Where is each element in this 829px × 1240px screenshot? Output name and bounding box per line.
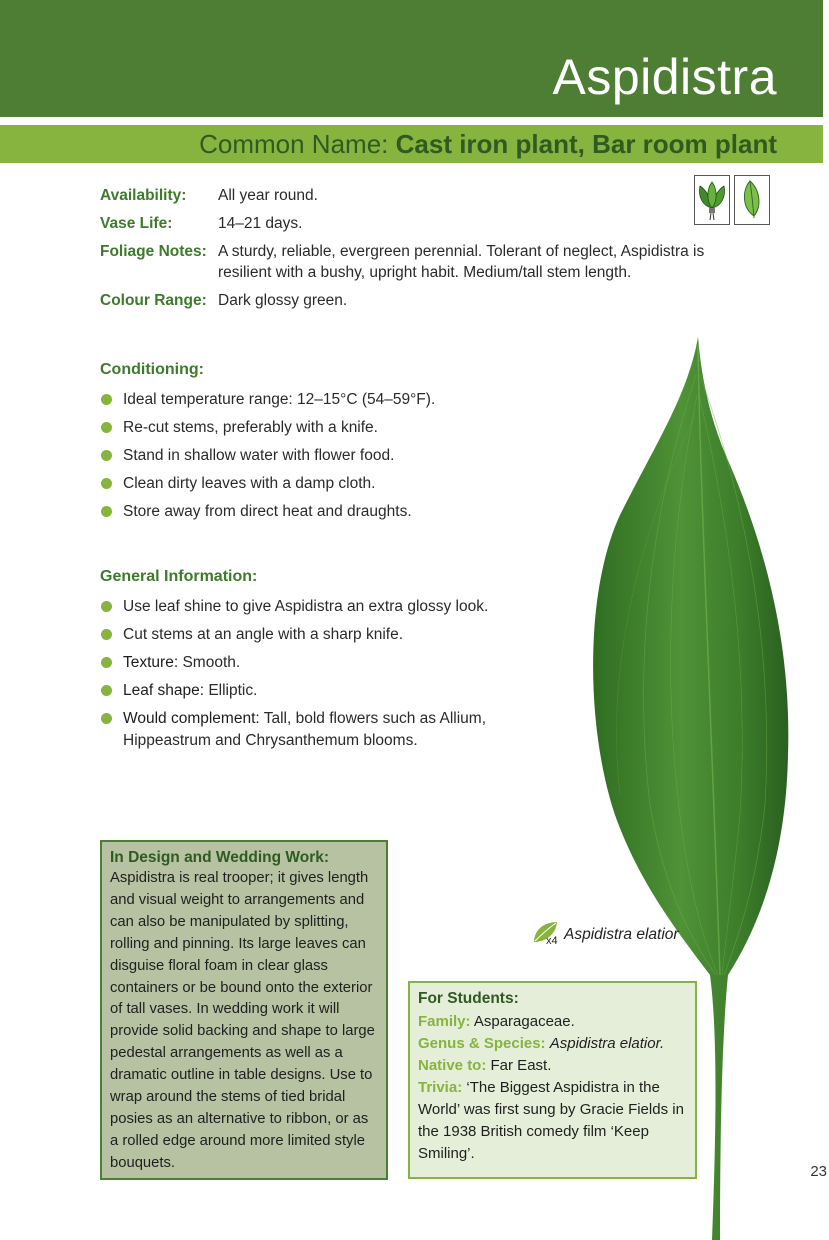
list-item — [100, 596, 520, 618]
bullet-dot-icon — [101, 685, 112, 696]
family-row — [418, 1011, 687, 1033]
spec-label: Foliage Notes: — [100, 243, 207, 260]
list-item — [100, 708, 500, 752]
spec-value: 14–21 days. — [218, 215, 303, 232]
family-label: Family: — [418, 1013, 471, 1030]
list-item-text: Use leaf shine to give Aspidistra an extra glossy look. — [123, 598, 489, 615]
bullet-dot-icon — [101, 422, 112, 433]
spec-value: All year round. — [218, 187, 318, 204]
bullet-dot-icon — [101, 713, 112, 724]
common-name-value: Cast iron plant, Bar room plant — [395, 129, 777, 159]
genus-label: Genus & Species: — [418, 1035, 546, 1052]
conditioning-list — [100, 389, 520, 529]
family-value: Asparagaceae. — [473, 1013, 575, 1030]
general-info-heading: General Information: — [100, 568, 258, 585]
leaf-shape-label: Leaf shape: — [123, 682, 205, 699]
design-wedding-box — [100, 840, 388, 1180]
general-info-list — [100, 596, 520, 758]
list-item-text: Clean dirty leaves with a damp cloth. — [123, 475, 376, 492]
bullet-dot-icon — [101, 601, 112, 612]
list-item — [100, 652, 520, 674]
list-item — [100, 473, 520, 495]
spec-availability — [100, 185, 710, 206]
bullet-dot-icon — [101, 450, 112, 461]
spec-vase-life — [100, 213, 710, 234]
plant-specs — [100, 185, 710, 318]
bullet-dot-icon — [101, 657, 112, 668]
single-leaf-icon — [734, 175, 770, 225]
trivia-label: Trivia: — [418, 1079, 463, 1096]
list-item — [100, 445, 520, 467]
bullet-dot-icon — [101, 478, 112, 489]
info-icons — [694, 175, 770, 225]
list-item-text: Stand in shallow water with flower food. — [123, 447, 395, 464]
leaf-shape-value: Elliptic. — [208, 682, 258, 699]
list-item-text: Cut stems at an angle with a sharp knife. — [123, 626, 404, 643]
common-name — [199, 127, 777, 161]
complement-value: Tall, bold flowers such as Allium, Hippeastrum and Chrysanthemum blooms. — [123, 710, 486, 749]
bullet-dot-icon — [101, 629, 112, 640]
page-title: Aspidistra — [552, 49, 777, 105]
list-item — [100, 624, 520, 646]
bullet-dot-icon — [101, 394, 112, 405]
design-box-text: Aspidistra is real trooper; it gives length and visual weight to arrangements and can also be manipulated by splitting, rolling and pinning. Its large leaves can disguise floral foam in clear glass containers or be bound onto the exterior of tall vases. In wedding work it will provide solid backing and shape to large pedestal arrangements as well as a dramatic outline in table designs. Use to wrap around the stems of tied bridal posies as an alternative to ribbon, or as a rolled edge around more limited style bouquets. — [110, 870, 375, 1171]
list-item — [100, 501, 520, 523]
list-item-text: Ideal temperature range: 12–15°C (54–59°F). — [123, 391, 436, 408]
students-box — [408, 981, 697, 1179]
native-label: Native to: — [418, 1057, 487, 1074]
list-item — [100, 680, 520, 702]
leaf-species-caption: Aspidistra elatior — [564, 926, 679, 943]
spec-foliage-notes — [100, 241, 710, 283]
common-name-label: Common Name: — [199, 129, 389, 159]
list-item — [100, 417, 520, 439]
design-box-title: In Design and Wedding Work: — [110, 849, 330, 866]
trivia-row — [418, 1077, 687, 1165]
students-box-title: For Students: — [418, 990, 519, 1007]
genus-value: Aspidistra elatior. — [549, 1035, 665, 1052]
list-item — [100, 389, 520, 411]
conditioning-heading: Conditioning: — [100, 361, 204, 378]
native-value: Far East. — [490, 1057, 552, 1074]
bullet-dot-icon — [101, 506, 112, 517]
spec-label: Colour Range: — [100, 292, 207, 309]
complement-label: Would complement: — [123, 710, 260, 727]
list-item-text: Store away from direct heat and draughts. — [123, 503, 412, 520]
spec-value: Dark glossy green. — [218, 292, 348, 309]
spec-label: Vase Life: — [100, 215, 173, 232]
texture-label: Texture: — [123, 654, 179, 671]
native-row — [418, 1055, 687, 1077]
texture-value: Smooth. — [182, 654, 241, 671]
list-item-text: Re-cut stems, preferably with a knife. — [123, 419, 378, 436]
trivia-value: ‘The Biggest Aspidistra in the World’ was first sung by Gracie Fields in the 1938 British comedy film ‘Keep Smiling’. — [418, 1079, 684, 1162]
spec-colour-range — [100, 290, 710, 311]
spec-value: A sturdy, reliable, evergreen perennial. Tolerant of neglect, Aspidistra is resilient with a bushy, upright habit. Medium/tall stem length. — [218, 243, 705, 281]
genus-row — [418, 1033, 687, 1055]
page-number: 23 — [810, 1163, 827, 1180]
leaf-count: x4 — [546, 935, 558, 947]
spec-label: Availability: — [100, 187, 187, 204]
leaf-caption — [532, 920, 679, 947]
foliage-bunch-icon — [694, 175, 730, 225]
